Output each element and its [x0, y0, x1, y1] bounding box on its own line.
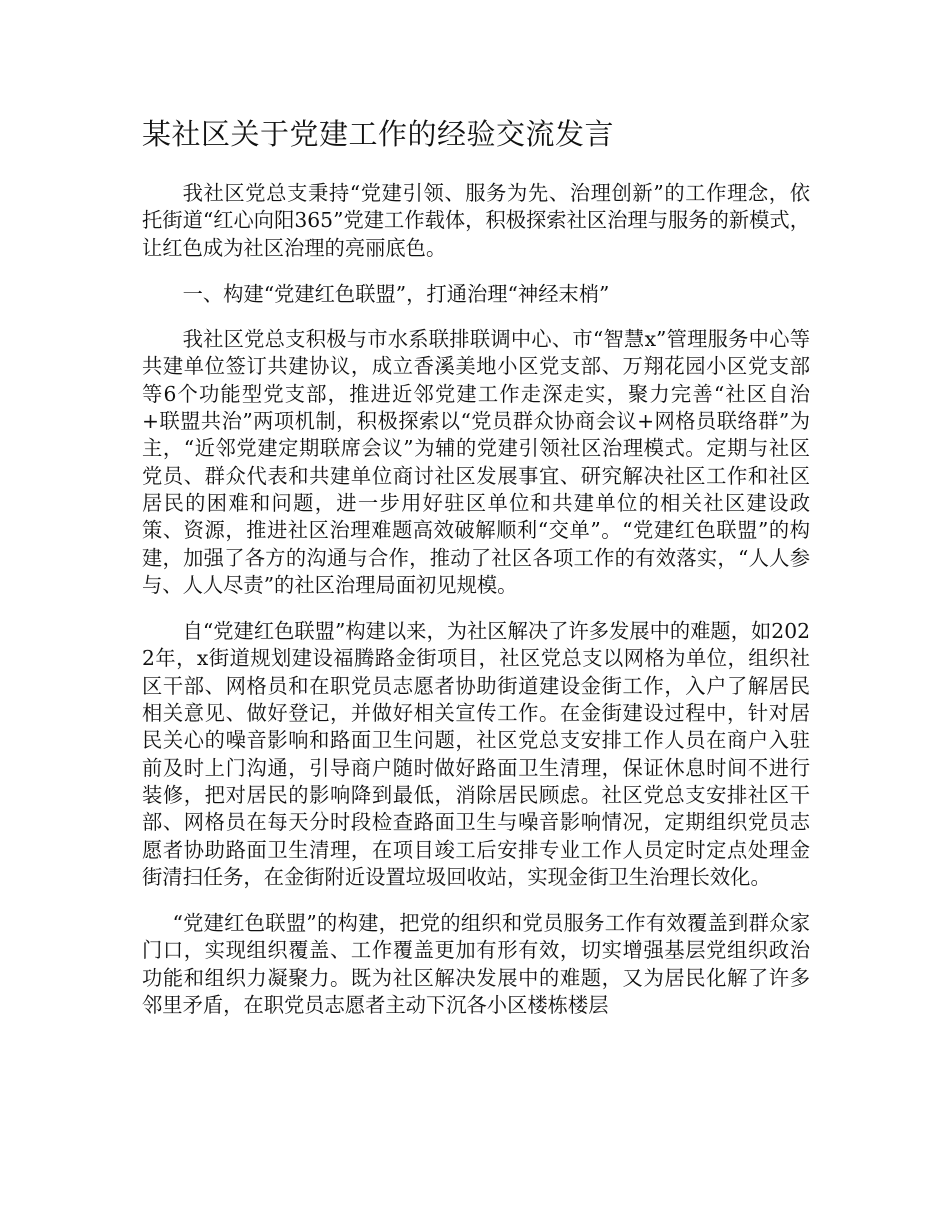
body-paragraph-1: 我社区党总支积极与市水系联排联调中心、市“智慧x”管理服务中心等共建单位签订共建协议，成立香溪美地小区党支部、万翔花园小区党支部等6个功能型党支部，推进近邻党建工作走深走实，聚力完善“社区自治+联盟共治”两项机制，积极探索以“党员群众协商会议+网格员联络群”为主，“近邻党建定期联席会议”为辅的党建引领社区治理模式。定期与社区党员、群众代表和共建单位商讨社区发展事宜、研究解决社区工作和社区居民的困难和问题，进一步用好驻区单位和共建单位的相关社区建设政策、资源，推进社区治理难题高效破解顺利“交单”。“党建红色联盟”的构建，加强了各方的沟通与合作，推动了社区各项工作的有效落实，“人人参与、人人尽责”的社区治理局面初见规模。 [142, 327, 810, 597]
document-body [142, 112, 810, 1038]
body-paragraph-2: 自“党建红色联盟”构建以来，为社区解决了许多发展中的难题，如2022年，x街道规划建设福腾路金街项目，社区党总支以网格为单位，组织社区干部、网格员和在职党员志愿者协助街道建设金街工作，入户了解居民相关意见、做好登记，并做好相关宣传工作。在金街建设过程中，针对居民关心的噪音影响和路面卫生问题，社区党总支安排工作人员在商户入驻前及时上门沟通，引导商户随时做好路面卫生清理，保证休息时间不进行装修，把对居民的影响降到最低，消除居民顾虑。社区党总支安排社区干部、网格员在每天分时段检查路面卫生与噪音影响情况，定期组织党员志愿者协助路面卫生清理，在项目竣工后安排专业工作人员定时定点处理金街清扫任务，在金街附近设置垃圾回收站，实现金街卫生治理长效化。 [142, 619, 810, 889]
intro-paragraph: 我社区党总支秉持“党建引领、服务为先、治理创新”的工作理念，依托街道“红心向阳365”党建工作载体，积极探索社区治理与服务的新模式，让红色成为社区治理的亮丽底色。 [142, 181, 810, 260]
document-title: 某社区关于党建工作的经验交流发言 [142, 117, 615, 151]
section-heading-1: 一、构建“党建红色联盟”，打通治理“神经末梢” [182, 281, 610, 306]
body-paragraph-3: “党建红色联盟”的构建，把党的组织和党员服务工作有效覆盖到群众家门口，实现组织覆盖、工作覆盖更加有形有效，切实增强基层党组织政治功能和组织力凝聚力。既为社区解决发展中的难题，又为居民化解了许多邻里矛盾，在职党员志愿者主动下沉各小区楼栋楼层 [142, 911, 810, 1018]
